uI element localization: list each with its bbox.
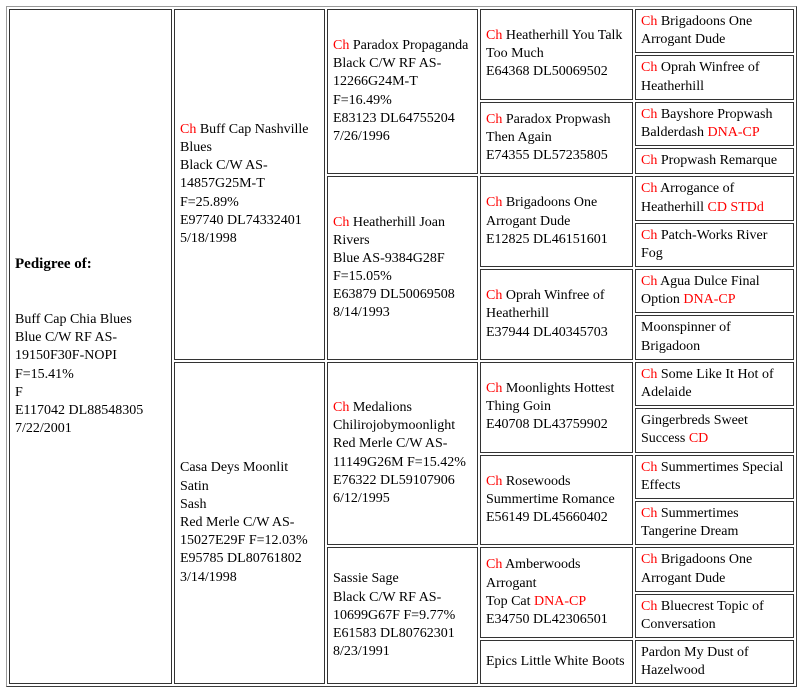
pedigree-text: 12266G24M-T F=16.49% — [333, 74, 418, 108]
pedigree-text: Success — [641, 431, 689, 447]
pedigree-text: Black C/W RF AS- — [333, 56, 442, 72]
pedigree-text: E34750 DL42306501 — [486, 611, 608, 627]
pedigree-text: Chilirojobymoonlight — [333, 418, 456, 434]
pedigree-text: Buff Cap Chia Blues — [15, 312, 132, 327]
pedigree-text: E61583 DL80762301 — [333, 625, 455, 641]
pedigree-cell-gen5-9 — [635, 362, 794, 406]
pedigree-cell-dam — [174, 362, 325, 685]
champion-prefix: Ch — [486, 111, 503, 127]
pedigree-of-heading: Pedigree of: — [15, 256, 92, 273]
pedigree-text: 11149G26M F=15.42% — [333, 454, 466, 470]
pedigree-cell-gen4-7 — [480, 547, 633, 638]
pedigree-text: Buff Cap Nashville — [196, 121, 309, 137]
pedigree-cell-gen4-6 — [480, 455, 633, 546]
pedigree-cell-gen4-8 — [480, 640, 633, 684]
pedigree-text: 15027E29F F=12.03% — [180, 533, 308, 549]
champion-prefix: Ch — [486, 473, 503, 489]
pedigree-cell-gen5-10 — [635, 408, 794, 452]
pedigree-cell-gen5-7 — [635, 269, 794, 313]
champion-prefix: Ch — [486, 380, 503, 396]
pedigree-cell-gen3-4 — [327, 547, 478, 684]
pedigree-text: E95785 DL80761802 — [180, 551, 302, 567]
pedigree-text: Sassie Sage — [333, 571, 399, 587]
pedigree-cell-gen5-15 — [635, 640, 794, 684]
pedigree-text: Oprah Winfree of — [502, 288, 605, 304]
pedigree-text: Moonspinner of — [641, 320, 731, 336]
pedigree-text: Epics Little White Boots — [486, 654, 625, 670]
pedigree-text: E74355 DL57235805 — [486, 148, 608, 164]
pedigree-text: Heatherhill — [641, 78, 704, 94]
pedigree-cell-gen5-4 — [635, 148, 794, 174]
pedigree-text: Conversation — [641, 616, 716, 632]
champion-prefix: Ch — [641, 459, 658, 475]
pedigree-text: Arrogant Dude — [641, 32, 726, 48]
pedigree-cell-root — [9, 9, 172, 684]
pedigree-text: Bluecrest Topic of — [657, 598, 764, 614]
pedigree-text: Summertimes Special — [657, 459, 784, 475]
pedigree-text: Agua Dulce Final — [657, 274, 760, 290]
pedigree-text: Gingerbreds Sweet — [641, 413, 748, 429]
pedigree-cell-gen5-11 — [635, 455, 794, 499]
champion-prefix: Ch — [486, 288, 503, 304]
pedigree-cell-gen4-5 — [480, 362, 633, 453]
pedigree-text: Moonlights Hottest — [502, 380, 615, 396]
pedigree-text: E12825 DL46151601 — [486, 231, 608, 247]
pedigree-text: Hazelwood — [641, 663, 705, 679]
pedigree-text: Brigadoons One — [502, 195, 598, 211]
pedigree-text: Sash — [180, 496, 207, 512]
pedigree-text: E64368 DL50069502 — [486, 64, 608, 80]
pedigree-text: Casa Deys Moonlit Satin — [180, 460, 289, 494]
pedigree-text: 7/26/1996 — [333, 129, 390, 145]
pedigree-text: 19150F30F-NOPI — [15, 348, 117, 364]
champion-prefix: Ch — [641, 274, 658, 290]
pedigree-cell-gen5-2 — [635, 55, 794, 99]
pedigree-text: Option — [641, 292, 684, 308]
champion-prefix: Ch — [180, 121, 197, 137]
pedigree-text: E37944 DL40345703 — [486, 324, 608, 340]
pedigree-text: E56149 DL45660402 — [486, 510, 608, 526]
pedigree-cell-gen5-13 — [635, 547, 794, 591]
pedigree-text: Heatherhill — [641, 199, 708, 215]
pedigree-text: Heatherhill Joan — [349, 214, 445, 230]
pedigree-cell-gen5-6 — [635, 223, 794, 267]
pedigree-text: Summertimes — [657, 505, 739, 521]
champion-prefix: Ch — [333, 38, 350, 54]
pedigree-text: Black C/W AS- — [180, 158, 268, 174]
pedigree-text: 6/12/1995 — [333, 490, 390, 506]
pedigree-text: Fog — [641, 245, 663, 261]
pedigree-text: Blues — [180, 139, 212, 155]
champion-prefix: Ch — [486, 557, 503, 573]
pedigree-text: Adelaide — [641, 385, 692, 400]
pedigree-text: Blue AS-9384G28F — [333, 250, 445, 266]
pedigree-text: Brigadoons One — [657, 552, 753, 568]
pedigree-table — [6, 6, 797, 687]
pedigree-text: Amberwoods Arrogant — [486, 557, 581, 591]
pedigree-cell-gen3-3 — [327, 362, 478, 546]
title-abbreviation: DNA-CP — [707, 124, 760, 140]
champion-prefix: Ch — [641, 60, 658, 76]
pedigree-cell-gen5-8 — [635, 315, 794, 359]
pedigree-text: Arrogant Dude — [486, 213, 571, 229]
pedigree-cell-gen4-4 — [480, 269, 633, 360]
title-abbreviation: DNA-CP — [683, 292, 736, 308]
champion-prefix: Ch — [486, 28, 503, 44]
pedigree-text: E76322 DL59107906 — [333, 472, 455, 488]
title-abbreviation: CD — [688, 431, 709, 447]
champion-prefix: Ch — [641, 14, 658, 29]
pedigree-text: Patch-Works River — [657, 227, 768, 243]
title-abbreviation: CD STDd — [707, 199, 764, 215]
champion-prefix: Ch — [641, 181, 658, 197]
champion-prefix: Ch — [641, 552, 658, 568]
pedigree-text: Red Merle C/W AS- — [180, 515, 295, 531]
title-abbreviation: DNA-CP — [534, 593, 587, 609]
pedigree-text: F=15.41% — [15, 366, 74, 382]
pedigree-text: 14857G25M-T — [180, 176, 265, 192]
pedigree-text: Thing Goin — [486, 399, 551, 415]
champion-prefix: Ch — [641, 598, 658, 614]
champion-prefix: Ch — [641, 505, 658, 521]
pedigree-text: F=15.05% — [333, 269, 392, 285]
pedigree-cell-gen5-3 — [635, 102, 794, 146]
pedigree-text: Propwash Remarque — [657, 153, 778, 169]
champion-prefix: Ch — [641, 366, 658, 382]
pedigree-text: Black C/W RF AS- — [333, 589, 442, 605]
pedigree-text: Brigadoon — [641, 338, 701, 354]
pedigree-text: 3/14/1998 — [180, 569, 237, 585]
pedigree-text: Red Merle C/W AS- — [333, 436, 448, 452]
pedigree-text: F — [15, 384, 23, 400]
pedigree-text: Oprah Winfree of — [657, 60, 760, 76]
champion-prefix: Ch — [333, 400, 350, 415]
pedigree-text: Paradox Propaganda — [349, 38, 469, 54]
pedigree-text: Medalions — [349, 400, 412, 415]
pedigree-text: E40708 DL43759902 — [486, 417, 608, 433]
pedigree-page — [0, 6, 800, 679]
pedigree-text: Brigadoons One — [657, 14, 753, 29]
pedigree-text: Effects — [641, 477, 681, 493]
pedigree-text: Blue C/W RF AS- — [15, 330, 118, 346]
champion-prefix: Ch — [486, 195, 503, 211]
pedigree-cell-gen5-5 — [635, 176, 794, 220]
pedigree-text: Heatherhill You Talk — [502, 28, 623, 44]
pedigree-text: Top Cat — [486, 593, 535, 609]
pedigree-cell-sire — [174, 9, 325, 360]
pedigree-text: E117042 DL88548305 — [15, 402, 144, 418]
pedigree-cell-gen3-1 — [327, 9, 478, 174]
pedigree-cell-gen3-2 — [327, 176, 478, 360]
champion-prefix: Ch — [641, 227, 658, 243]
pedigree-text: E63879 DL50069508 — [333, 287, 455, 303]
pedigree-cell-gen5-14 — [635, 594, 794, 638]
pedigree-text: Arrogance of — [657, 181, 735, 197]
pedigree-text: 8/23/1991 — [333, 644, 390, 660]
pedigree-cell-gen5-12 — [635, 501, 794, 545]
pedigree-cell-gen5-1 — [635, 9, 794, 53]
pedigree-cell-gen4-3 — [480, 176, 633, 267]
pedigree-text: Rosewoods — [502, 473, 571, 489]
pedigree-text: Some Like It Hot of — [657, 366, 774, 382]
pedigree-text: Summertime Romance — [486, 491, 615, 507]
pedigree-text: Arrogant Dude — [641, 570, 726, 586]
pedigree-text: 7/22/2001 — [15, 421, 72, 437]
pedigree-text: E83123 DL64755204 — [333, 110, 455, 126]
pedigree-text: 10699G67F F=9.77% — [333, 607, 456, 623]
champion-prefix: Ch — [641, 153, 658, 169]
pedigree-cell-gen4-2 — [480, 102, 633, 175]
champion-prefix: Ch — [333, 214, 350, 230]
pedigree-cell-gen4-1 — [480, 9, 633, 100]
pedigree-text: F=25.89% — [180, 194, 239, 210]
champion-prefix: Ch — [641, 106, 658, 122]
pedigree-text: Balderdash — [641, 124, 708, 140]
pedigree-text: Rivers — [333, 232, 370, 248]
pedigree-text: Paradox Propwash — [502, 111, 611, 127]
pedigree-text: Too Much — [486, 46, 544, 62]
pedigree-text: Tangerine Dream — [641, 524, 739, 540]
pedigree-text: Bayshore Propwash — [657, 106, 773, 122]
pedigree-text: Then Again — [486, 129, 552, 145]
pedigree-text: Pardon My Dust of — [641, 645, 749, 661]
pedigree-text: Heatherhill — [486, 306, 549, 322]
pedigree-text: E97740 DL74332401 — [180, 212, 302, 228]
pedigree-text: 5/18/1998 — [180, 230, 237, 246]
pedigree-text: 8/14/1993 — [333, 305, 390, 321]
